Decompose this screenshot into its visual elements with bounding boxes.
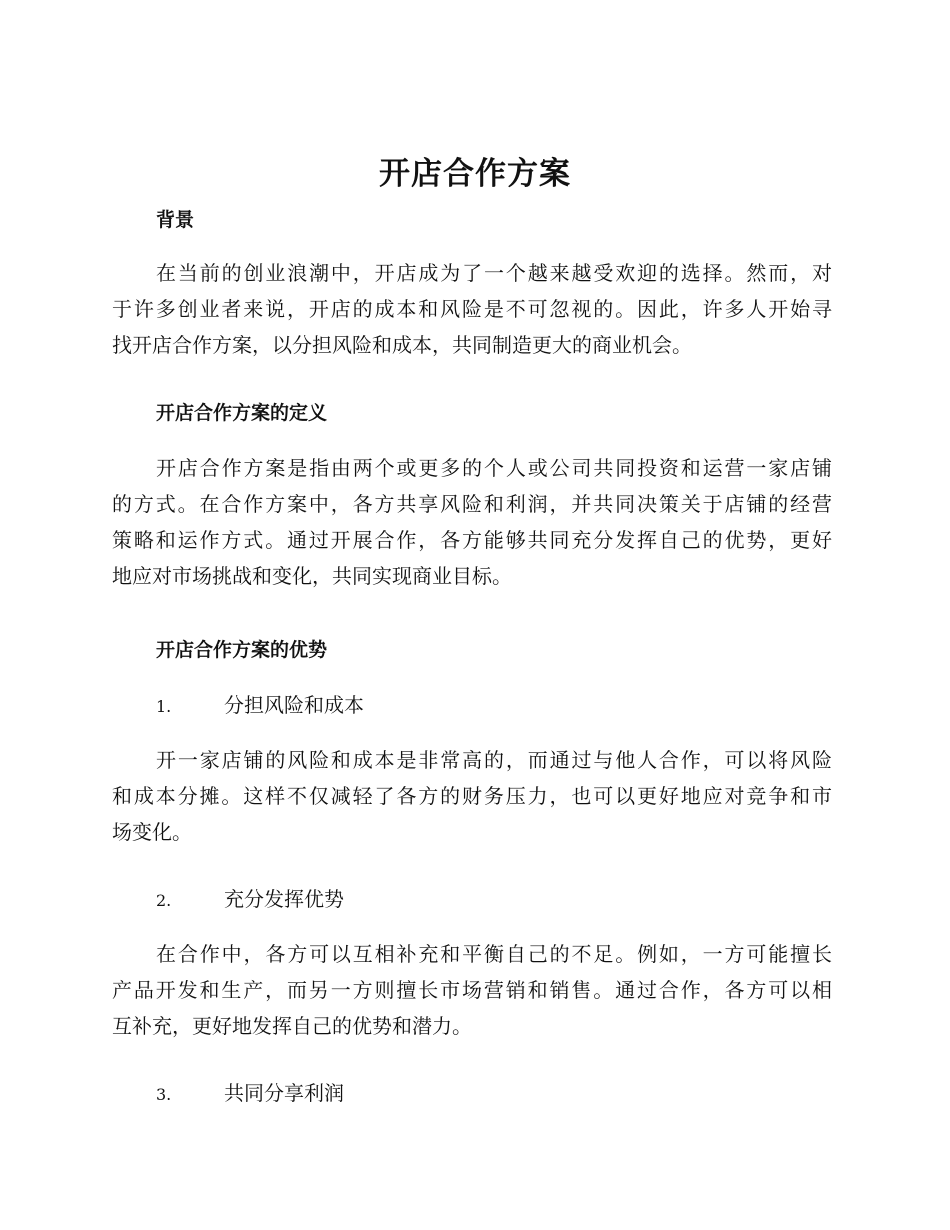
paragraph-line: 产品开发和生产，而另一方则擅长市场营销和销售。通过合作，各方可以相	[112, 978, 832, 1002]
list-label: 分担风险和成本	[224, 693, 364, 717]
list-item-3	[156, 1077, 344, 1109]
paragraph-line: 找开店合作方案，以分担风险和成本，共同制造更大的商业机会。	[112, 333, 692, 357]
paragraph-line: 开店合作方案是指由两个或更多的个人或公司共同投资和运营一家店铺	[156, 456, 832, 480]
list-number: 3.	[156, 1085, 172, 1104]
list-label: 共同分享利润	[224, 1081, 344, 1105]
paragraph-line: 开一家店铺的风险和成本是非常高的，而通过与他人合作，可以将风险	[156, 748, 832, 772]
paragraph-line: 在当前的创业浪潮中，开店成为了一个越来越受欢迎的选择。然而，对	[156, 261, 832, 285]
list-item-1	[156, 689, 364, 721]
paragraph-line: 的方式。在合作方案中，各方共享风险和利润，并共同决策关于店铺的经营	[112, 492, 832, 516]
paragraph-advantage-1	[112, 742, 832, 850]
paragraph-line: 地应对市场挑战和变化，共同实现商业目标。	[112, 564, 512, 588]
document-title: 开店合作方案	[379, 156, 571, 192]
paragraph-line: 和成本分摊。这样不仅减轻了各方的财务压力，也可以更好地应对竞争和市	[112, 784, 832, 808]
paragraph-line: 场变化。	[112, 820, 192, 844]
list-number: 1.	[156, 697, 172, 716]
paragraph-line: 策略和运作方式。通过开展合作，各方能够共同充分发挥自己的优势，更好	[112, 528, 832, 552]
paragraph-line: 互补充，更好地发挥自己的优势和潜力。	[112, 1014, 472, 1038]
paragraph-line: 于许多创业者来说，开店的成本和风险是不可忽视的。因此，许多人开始寻	[112, 297, 832, 321]
list-label: 充分发挥优势	[224, 887, 344, 911]
paragraph-definition	[112, 450, 832, 594]
list-item-2	[156, 883, 344, 915]
section-heading-definition: 开店合作方案的定义	[156, 402, 328, 424]
paragraph-advantage-2	[112, 936, 832, 1044]
paragraph-line: 在合作中，各方可以互相补充和平衡自己的不足。例如，一方可能擅长	[156, 942, 832, 966]
paragraph-background	[112, 255, 832, 363]
list-number: 2.	[156, 891, 172, 910]
section-heading-advantages: 开店合作方案的优势	[156, 639, 328, 661]
section-heading-background: 背景	[156, 209, 195, 231]
